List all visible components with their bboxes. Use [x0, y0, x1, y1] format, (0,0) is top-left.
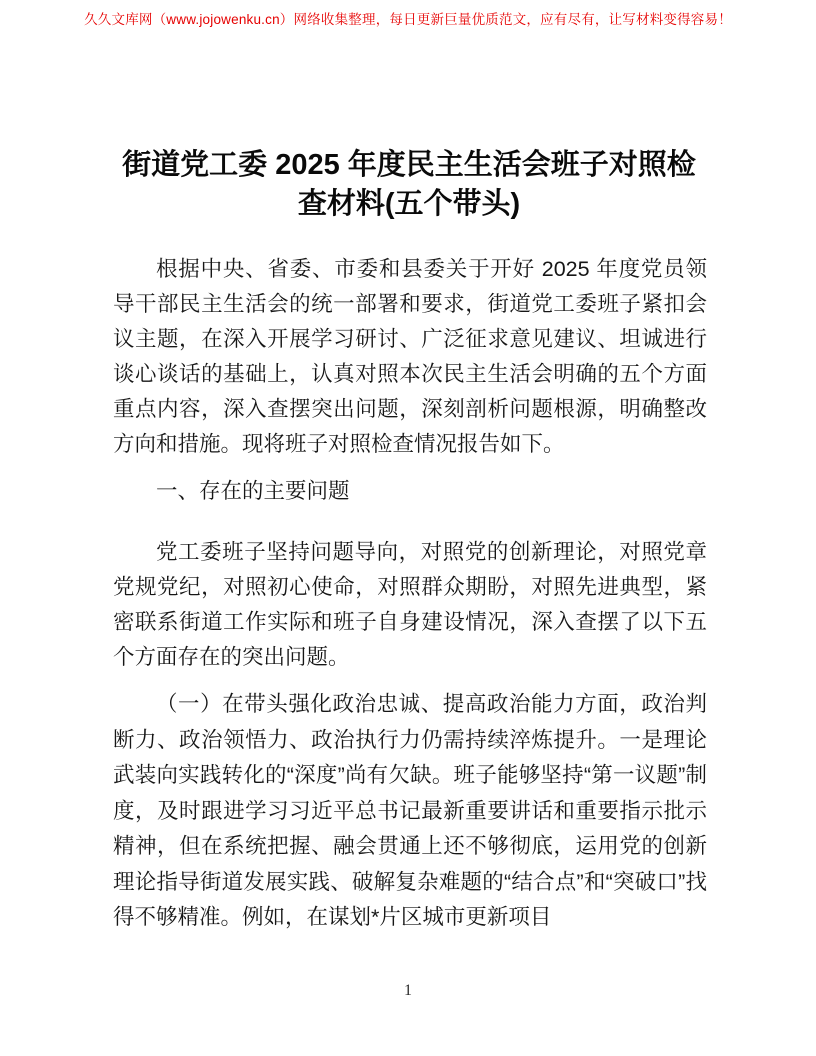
document-title: 街道党工委 2025 年度民主生活会班子对照检查材料(五个带头): [122, 149, 696, 220]
site-watermark-header: 久久文库网（www.jojowenku.cn）网络收集整理，每日更新巨量优质范文，应有尽有，让写材料变得容易！: [84, 12, 732, 27]
paragraph-overview: 党工委班子坚持问题导向，对照党的创新理论，对照党章党规党纪，对照初心使命，对照群众期盼，对照先进典型，紧密联系街道工作实际和班子自身建设情况，深入查摆了以下五个方面存在的突出问题。: [113, 540, 707, 669]
page-number: 1: [404, 982, 412, 999]
document-body: [113, 252, 707, 948]
paragraph-point-one: （一）在带头强化政治忠诚、提高政治能力方面，政治判断力、政治领悟力、政治执行力仍需持续淬炼提升。一是理论武装向实践转化的“深度”尚有欠缺。班子能够坚持“第一议题”制度，及时跟进学习习近平总书记最新重要讲话和重要指示批示精神，但在系统把握、融会贯通上还不够彻底，运用党的创新理论指导街道发展实践、破解复杂难题的“结合点”和“突破口”找得不够精准。例如，在谋划*片区城市更新项目: [113, 692, 707, 929]
section-heading-main-problems: 一、存在的主要问题: [156, 479, 350, 503]
paragraph-intro: 根据中央、省委、市委和县委关于开好 2025 年度党员领导干部民主生活会的统一部署和要求，街道党工委班子紧扣会议主题，在深入开展学习研讨、广泛征求意见建议、坦诚进行谈心谈话的基础上，认真对照本次民主生活会明确的五个方面重点内容，深入查摆突出问题，深刻剖析问题根源，明确整改方向和措施。现将班子对照检查情况报告如下。: [113, 257, 707, 456]
